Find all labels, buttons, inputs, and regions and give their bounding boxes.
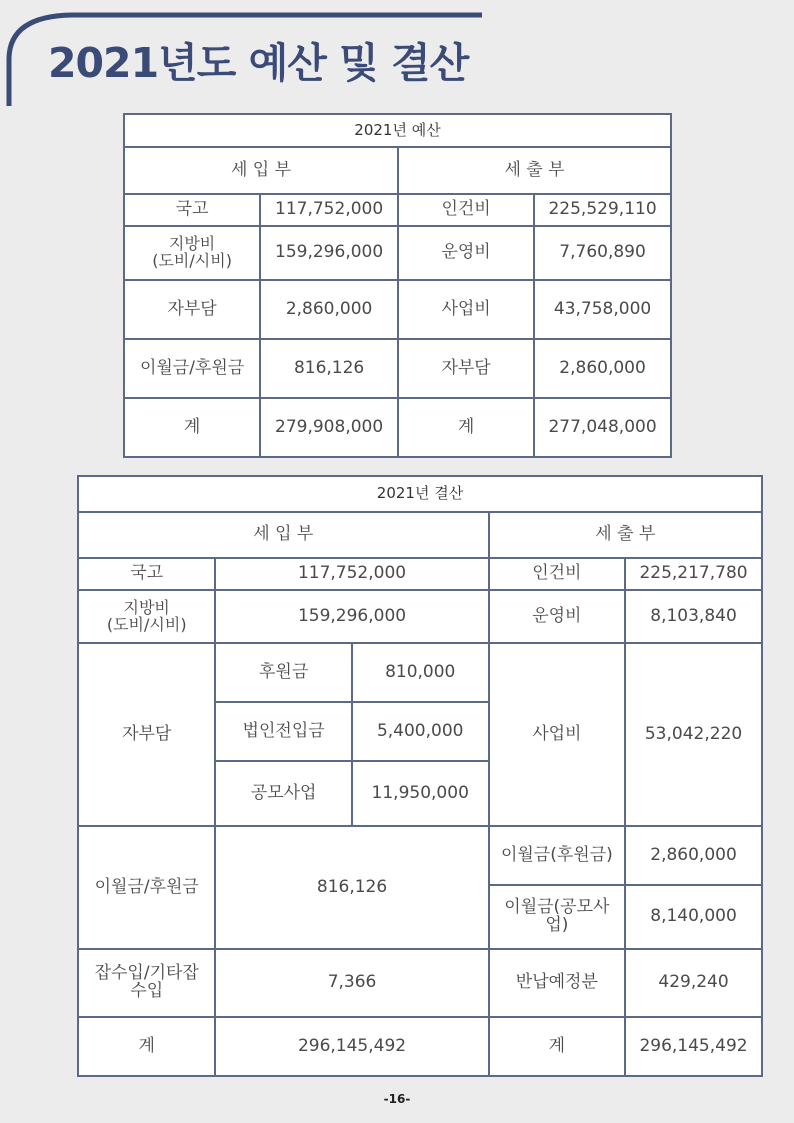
budget-income-value: 816,126 [260, 339, 398, 398]
settlement-expense-value: 429,240 [625, 949, 762, 1017]
settlement-expense-label: 사업비 [489, 643, 625, 826]
settlement-expense-header: 세 출 부 [489, 512, 762, 558]
budget-expense-total-label: 계 [398, 398, 534, 457]
budget-income-label: 지방비 (도비/시비) [124, 226, 260, 280]
page-number: -16- [383, 1092, 411, 1106]
budget-expense-label: 자부담 [398, 339, 534, 398]
settlement-expense-label: 인건비 [489, 558, 625, 590]
settlement-sub-label: 후원금 [215, 643, 351, 702]
settlement-expense-label: 이월금(공모사 업) [489, 885, 625, 949]
settlement-sub-label: 공모사업 [215, 761, 351, 826]
settlement-income-total-label: 계 [78, 1017, 215, 1076]
settlement-expense-value: 8,103,840 [625, 590, 762, 643]
settlement-expense-total-label: 계 [489, 1017, 625, 1076]
budget-income-label: 국고 [124, 194, 260, 226]
settlement-sub-label: 법인전입금 [215, 702, 351, 761]
page-title: 2021년도 예산 및 결산 [48, 39, 469, 87]
settlement-sub-value: 810,000 [352, 643, 489, 702]
settlement-income-label: 이월금/후원금 [78, 826, 215, 949]
budget-income-header: 세 입 부 [124, 147, 398, 194]
budget-income-label: 자부담 [124, 280, 260, 339]
settlement-sub-value: 5,400,000 [352, 702, 489, 761]
budget-income-label: 이월금/후원금 [124, 339, 260, 398]
budget-income-value: 2,860,000 [260, 280, 398, 339]
budget-expense-total-value: 277,048,000 [534, 398, 671, 457]
settlement-expense-total-value: 296,145,492 [625, 1017, 762, 1076]
budget-expense-label: 인건비 [398, 194, 534, 226]
settlement-income-value: 816,126 [215, 826, 488, 949]
settlement-expense-value: 225,217,780 [625, 558, 762, 590]
settlement-caption: 2021년 결산 [78, 476, 762, 512]
budget-expense-label: 사업비 [398, 280, 534, 339]
settlement-expense-value: 8,140,000 [625, 885, 762, 949]
settlement-sub-value: 11,950,000 [352, 761, 489, 826]
settlement-expense-value: 53,042,220 [625, 643, 762, 826]
budget-expense-header: 세 출 부 [398, 147, 671, 194]
budget-expense-value: 7,760,890 [534, 226, 671, 280]
settlement-expense-label: 운영비 [489, 590, 625, 643]
budget-caption: 2021년 예산 [124, 114, 671, 147]
settlement-expense-value: 2,860,000 [625, 826, 762, 885]
budget-income-value: 117,752,000 [260, 194, 398, 226]
settlement-income-total-value: 296,145,492 [215, 1017, 488, 1076]
settlement-income-value: 117,752,000 [215, 558, 488, 590]
settlement-table [77, 475, 763, 1077]
budget-table [123, 113, 672, 458]
budget-expense-label: 운영비 [398, 226, 534, 280]
settlement-income-header: 세 입 부 [78, 512, 489, 558]
settlement-expense-label: 이월금(후원금) [489, 826, 625, 885]
settlement-income-value: 159,296,000 [215, 590, 488, 643]
budget-income-total-value: 279,908,000 [260, 398, 398, 457]
budget-expense-value: 43,758,000 [534, 280, 671, 339]
budget-expense-value: 225,529,110 [534, 194, 671, 226]
settlement-income-value: 7,366 [215, 949, 488, 1017]
settlement-income-label: 자부담 [78, 643, 215, 826]
settlement-expense-label: 반납예정분 [489, 949, 625, 1017]
budget-income-value: 159,296,000 [260, 226, 398, 280]
settlement-income-label: 잡수입/기타잡 수입 [78, 949, 215, 1017]
budget-income-total-label: 계 [124, 398, 260, 457]
budget-expense-value: 2,860,000 [534, 339, 671, 398]
settlement-income-label: 국고 [78, 558, 215, 590]
settlement-income-label: 지방비 (도비/시비) [78, 590, 215, 643]
